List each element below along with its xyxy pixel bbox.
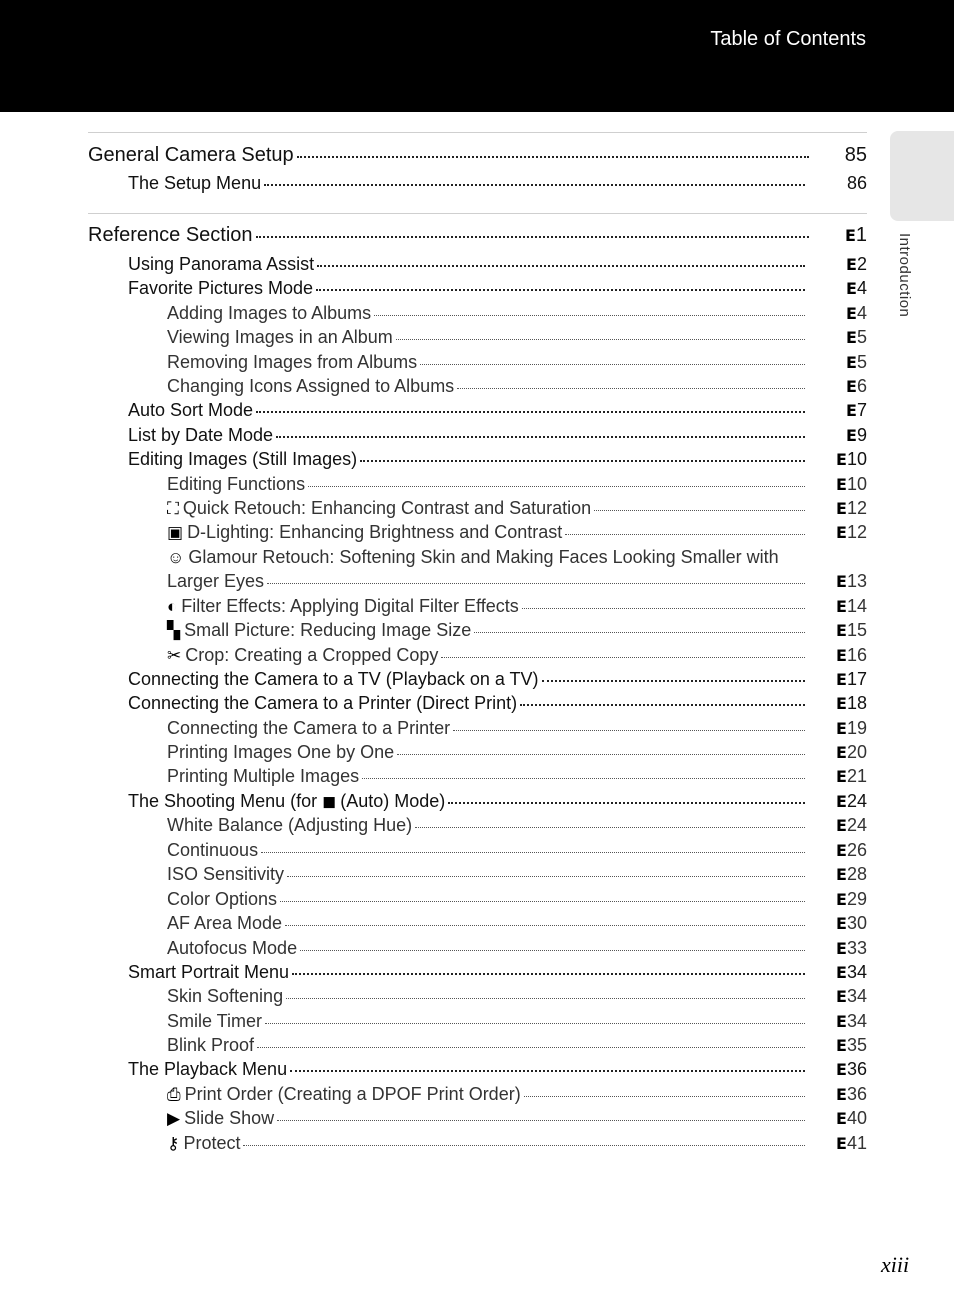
reference-icon: E xyxy=(836,1012,847,1031)
toc-entry[interactable] xyxy=(88,224,867,248)
page-header-title: Table of Contents xyxy=(710,28,866,50)
toc-entry-page: 40 xyxy=(846,1108,867,1128)
toc-entry[interactable] xyxy=(128,669,867,693)
toc-entry[interactable] xyxy=(128,425,867,449)
toc-entry-title: List by Date Mode xyxy=(128,425,274,445)
dot-leader xyxy=(300,950,805,951)
reference-icon: E xyxy=(836,523,847,542)
toc-entry[interactable] xyxy=(167,498,867,522)
toc-entry[interactable] xyxy=(167,815,867,839)
dot-leader xyxy=(256,411,805,413)
dot-leader xyxy=(292,973,805,975)
dot-leader xyxy=(474,632,805,633)
toc-entry-page: 12 xyxy=(846,498,867,518)
toc-entry[interactable] xyxy=(88,144,867,168)
toc-entry-page: 6 xyxy=(856,376,867,396)
toc-entry-page: 15 xyxy=(846,620,867,640)
toc-entry-title: Smile Timer xyxy=(167,1011,263,1031)
toc-entry-page: 14 xyxy=(846,596,867,616)
toc-entry-page: 34 xyxy=(846,1011,867,1031)
toc-entry-title: Protect xyxy=(183,1133,241,1153)
toc-entry-page: 5 xyxy=(856,327,867,347)
dot-leader xyxy=(317,265,805,267)
toc-entry-title: The Setup Menu xyxy=(128,173,262,193)
toc-entry-title: Print Order (Creating a DPOF Print Order) xyxy=(184,1084,521,1104)
toc-entry-title: Reference Section xyxy=(88,224,253,246)
dot-leader xyxy=(522,608,805,609)
toc-entry-title: General Camera Setup xyxy=(88,144,294,166)
dot-leader xyxy=(243,1145,805,1146)
toc-entry-title: Quick Retouch: Enhancing Contrast and Saturation xyxy=(182,498,592,518)
small-picture-icon: ▚ xyxy=(167,621,181,640)
toc-entry[interactable] xyxy=(128,254,867,278)
toc-entry-page: 28 xyxy=(846,864,867,884)
reference-icon: E xyxy=(846,304,857,323)
toc-entry-title: Glamour Retouch: Softening Skin and Making Faces Looking Smaller with xyxy=(188,547,779,567)
toc-entry[interactable] xyxy=(167,938,867,962)
toc-entry[interactable] xyxy=(128,400,867,424)
dot-leader xyxy=(287,876,805,877)
toc-entry-page: 35 xyxy=(846,1035,867,1055)
crop-icon: ✂ xyxy=(167,646,182,665)
slide-show-icon: ▶ xyxy=(167,1109,181,1128)
toc-entry-title-suffix: (Auto) Mode) xyxy=(340,791,446,811)
toc-entry[interactable] xyxy=(128,962,867,986)
toc-entry[interactable] xyxy=(167,352,867,376)
dot-leader xyxy=(374,315,805,316)
toc-entry[interactable] xyxy=(167,474,867,498)
toc-entry-title: Printing Images One by One xyxy=(167,742,395,762)
toc-entry-title: Editing Images (Still Images) xyxy=(128,449,358,469)
toc-entry[interactable] xyxy=(167,889,867,913)
toc-entry-page: 36 xyxy=(846,1059,867,1079)
dot-leader xyxy=(415,827,805,828)
toc-entry-title: The Playback Menu xyxy=(128,1059,288,1079)
toc-entry-page: 21 xyxy=(846,766,867,786)
dot-leader xyxy=(290,1070,805,1072)
toc-entry-page: 34 xyxy=(846,962,867,982)
toc-entry-page: 5 xyxy=(856,352,867,372)
reference-icon: E xyxy=(836,646,847,665)
dot-leader xyxy=(308,486,805,487)
toc-entry-page: 13 xyxy=(846,571,867,591)
toc-entry[interactable] xyxy=(167,1035,867,1059)
reference-icon: E xyxy=(836,841,847,860)
toc-entry[interactable] xyxy=(128,791,867,815)
reference-icon: E xyxy=(836,450,847,469)
toc-entry[interactable] xyxy=(167,645,867,669)
reference-icon: E xyxy=(836,1085,847,1104)
toc-entry[interactable] xyxy=(128,693,867,717)
reference-icon: E xyxy=(836,499,847,518)
reference-icon: E xyxy=(836,743,847,762)
toc-entry[interactable] xyxy=(167,913,867,937)
dot-leader xyxy=(286,998,805,999)
toc-entry-title: Editing Functions xyxy=(167,474,306,494)
toc-entry-title: Filter Effects: Applying Digital Filter Effects xyxy=(181,596,519,616)
dot-leader xyxy=(441,657,805,658)
toc-entry[interactable] xyxy=(167,742,867,766)
reference-icon: E xyxy=(836,1134,847,1153)
toc-entry-title: Auto Sort Mode xyxy=(128,400,254,420)
toc-entry[interactable] xyxy=(167,1108,867,1132)
toc-entry[interactable] xyxy=(167,766,867,790)
toc-entry-page: 33 xyxy=(846,938,867,958)
toc-entry-page: 12 xyxy=(846,522,867,542)
reference-icon: E xyxy=(836,987,847,1006)
glamour-retouch-icon: ☺ xyxy=(167,548,185,567)
toc-entry-title: Connecting the Camera to a TV (Playback on a TV) xyxy=(128,669,539,689)
toc-entry-page: 17 xyxy=(846,669,867,689)
reference-icon: E xyxy=(836,1036,847,1055)
toc-entry-title: Viewing Images in an Album xyxy=(167,327,393,347)
reference-icon: E xyxy=(836,767,847,786)
toc-entry-title: Connecting the Camera to a Printer (Direct Print) xyxy=(128,693,518,713)
dot-leader xyxy=(276,436,805,438)
toc-entry-title: Continuous xyxy=(167,840,259,860)
reference-icon: E xyxy=(836,816,847,835)
reference-icon: E xyxy=(836,939,847,958)
toc-entry-page: 19 xyxy=(846,718,867,738)
toc-entry[interactable] xyxy=(167,718,867,742)
toc-entry-page: 20 xyxy=(846,742,867,762)
dot-leader xyxy=(277,1120,805,1121)
reference-icon: E xyxy=(836,865,847,884)
toc-entry-title: Favorite Pictures Mode xyxy=(128,278,314,298)
dot-leader xyxy=(297,156,809,158)
toc-entry-page: 4 xyxy=(856,278,867,298)
reference-icon: E xyxy=(836,963,847,982)
toc-entry-title: Autofocus Mode xyxy=(167,938,298,958)
toc-entry-page: 29 xyxy=(846,889,867,909)
reference-icon: E xyxy=(846,377,857,396)
toc-entry-title: Changing Icons Assigned to Albums xyxy=(167,376,455,396)
dot-leader xyxy=(267,583,805,584)
dot-leader xyxy=(420,364,805,365)
toc-entry-page: 30 xyxy=(846,913,867,933)
reference-icon: E xyxy=(836,719,847,738)
reference-icon: E xyxy=(836,670,847,689)
section-tab-label: Introduction xyxy=(896,233,913,318)
reference-icon: E xyxy=(846,255,857,274)
toc-entry-title: Removing Images from Albums xyxy=(167,352,418,372)
toc-entry[interactable] xyxy=(167,522,867,546)
reference-icon: E xyxy=(846,426,857,445)
header-bar xyxy=(0,0,954,112)
toc-entry-page: 85 xyxy=(844,144,867,166)
dot-leader xyxy=(457,388,805,389)
dot-leader xyxy=(280,901,805,902)
divider xyxy=(88,213,867,214)
toc-entry[interactable] xyxy=(167,1084,867,1108)
toc-entry[interactable] xyxy=(167,571,867,595)
toc-entry-title: Slide Show xyxy=(184,1108,275,1128)
toc-entry-page: 36 xyxy=(846,1084,867,1104)
reference-icon: E xyxy=(846,328,857,347)
dot-leader xyxy=(265,1023,805,1024)
toc-entry-page: 34 xyxy=(846,986,867,1006)
toc-entry-title: Printing Multiple Images xyxy=(167,766,360,786)
toc-entry-page: 18 xyxy=(846,693,867,713)
dot-leader xyxy=(261,852,805,853)
toc-entry-page: 9 xyxy=(856,425,867,445)
dot-leader xyxy=(397,754,805,755)
reference-icon: E xyxy=(836,914,847,933)
toc-entry[interactable] xyxy=(167,1011,867,1035)
dot-leader xyxy=(594,510,805,511)
toc-entry-title: AF Area Mode xyxy=(167,913,283,933)
reference-icon: E xyxy=(836,1109,847,1128)
reference-icon: E xyxy=(836,1060,847,1079)
toc-entry[interactable] xyxy=(167,303,867,327)
reference-icon: E xyxy=(846,401,857,420)
dot-leader xyxy=(565,534,805,535)
toc-entry-title: Connecting the Camera to a Printer xyxy=(167,718,451,738)
toc-entry-title: Skin Softening xyxy=(167,986,284,1006)
toc-entry-page: 86 xyxy=(846,173,867,193)
camera-icon: ◼ xyxy=(322,792,337,811)
dot-leader xyxy=(520,704,805,706)
protect-icon: ⚷ xyxy=(167,1134,180,1153)
toc-entry-page: 24 xyxy=(846,815,867,835)
toc-entry-title: Small Picture: Reducing Image Size xyxy=(184,620,472,640)
print-order-icon: ⎙ xyxy=(167,1085,181,1104)
toc-entry-page: 10 xyxy=(846,449,867,469)
dot-leader xyxy=(316,289,805,291)
section-tab[interactable] xyxy=(890,131,954,221)
toc-entry-title: Smart Portrait Menu xyxy=(128,962,290,982)
dot-leader xyxy=(453,730,805,731)
toc-entry[interactable] xyxy=(167,327,867,351)
toc-entry[interactable] xyxy=(167,986,867,1010)
reference-icon: E xyxy=(836,694,847,713)
reference-icon: E xyxy=(846,353,857,372)
page-number: xiii xyxy=(881,1252,910,1277)
toc-entry-title: Adding Images to Albums xyxy=(167,303,372,323)
toc-entry-title: White Balance (Adjusting Hue) xyxy=(167,815,413,835)
dot-leader xyxy=(362,778,805,779)
reference-icon: E xyxy=(836,621,847,640)
toc-entry-title: Blink Proof xyxy=(167,1035,255,1055)
toc-entry-title: ISO Sensitivity xyxy=(167,864,285,884)
dot-leader xyxy=(524,1096,805,1097)
reference-icon: E xyxy=(836,572,847,591)
toc-entry-page: 2 xyxy=(856,254,867,274)
quick-retouch-icon: ⛶ xyxy=(167,499,179,518)
toc-entry-page: 1 xyxy=(855,224,867,246)
reference-icon: E xyxy=(836,475,847,494)
toc-entry-title: Color Options xyxy=(167,889,278,909)
toc-entry[interactable] xyxy=(128,278,867,302)
toc-entry[interactable] xyxy=(167,864,867,888)
dot-leader xyxy=(360,460,805,462)
dot-leader xyxy=(257,1047,805,1048)
dot-leader xyxy=(285,925,805,926)
dot-leader xyxy=(264,184,805,186)
divider xyxy=(88,132,867,133)
toc-entry-title-continued: Larger Eyes xyxy=(167,571,265,591)
toc-entry[interactable] xyxy=(167,840,867,864)
dot-leader xyxy=(256,236,809,238)
reference-icon: E xyxy=(846,279,857,298)
dot-leader xyxy=(448,802,805,804)
filter-effects-icon: ◐ xyxy=(167,597,178,616)
toc-entry-page: 4 xyxy=(856,303,867,323)
dot-leader xyxy=(396,339,805,340)
toc-entry[interactable] xyxy=(128,173,867,197)
toc-entry-page: 26 xyxy=(846,840,867,860)
toc-entry-title: D-Lighting: Enhancing Brightness and Contrast xyxy=(187,522,563,542)
reference-icon: E xyxy=(836,792,847,811)
reference-icon: E xyxy=(836,597,847,616)
reference-icon: E xyxy=(836,890,847,909)
toc-entry[interactable] xyxy=(167,620,867,644)
toc-entry[interactable] xyxy=(167,1133,867,1157)
toc-entry-wrapped-title[interactable] xyxy=(167,547,779,568)
dot-leader xyxy=(542,680,805,682)
toc-entry-page: 41 xyxy=(846,1133,867,1153)
d-lighting-icon: ▣ xyxy=(167,523,184,542)
toc-entry-title: Crop: Creating a Cropped Copy xyxy=(185,645,439,665)
reference-icon: E xyxy=(844,226,856,245)
toc-entry-title: The Shooting Menu (for xyxy=(128,791,318,811)
toc-entry[interactable] xyxy=(128,1059,867,1083)
toc-entry-title: Using Panorama Assist xyxy=(128,254,315,274)
toc-entry-page: 24 xyxy=(846,791,867,811)
toc-entry-page: 7 xyxy=(856,400,867,420)
toc-entry-page: 10 xyxy=(846,474,867,494)
toc-entry[interactable] xyxy=(167,596,867,620)
toc-entry[interactable] xyxy=(128,449,867,473)
toc-entry-page: 16 xyxy=(846,645,867,665)
toc-entry[interactable] xyxy=(167,376,867,400)
